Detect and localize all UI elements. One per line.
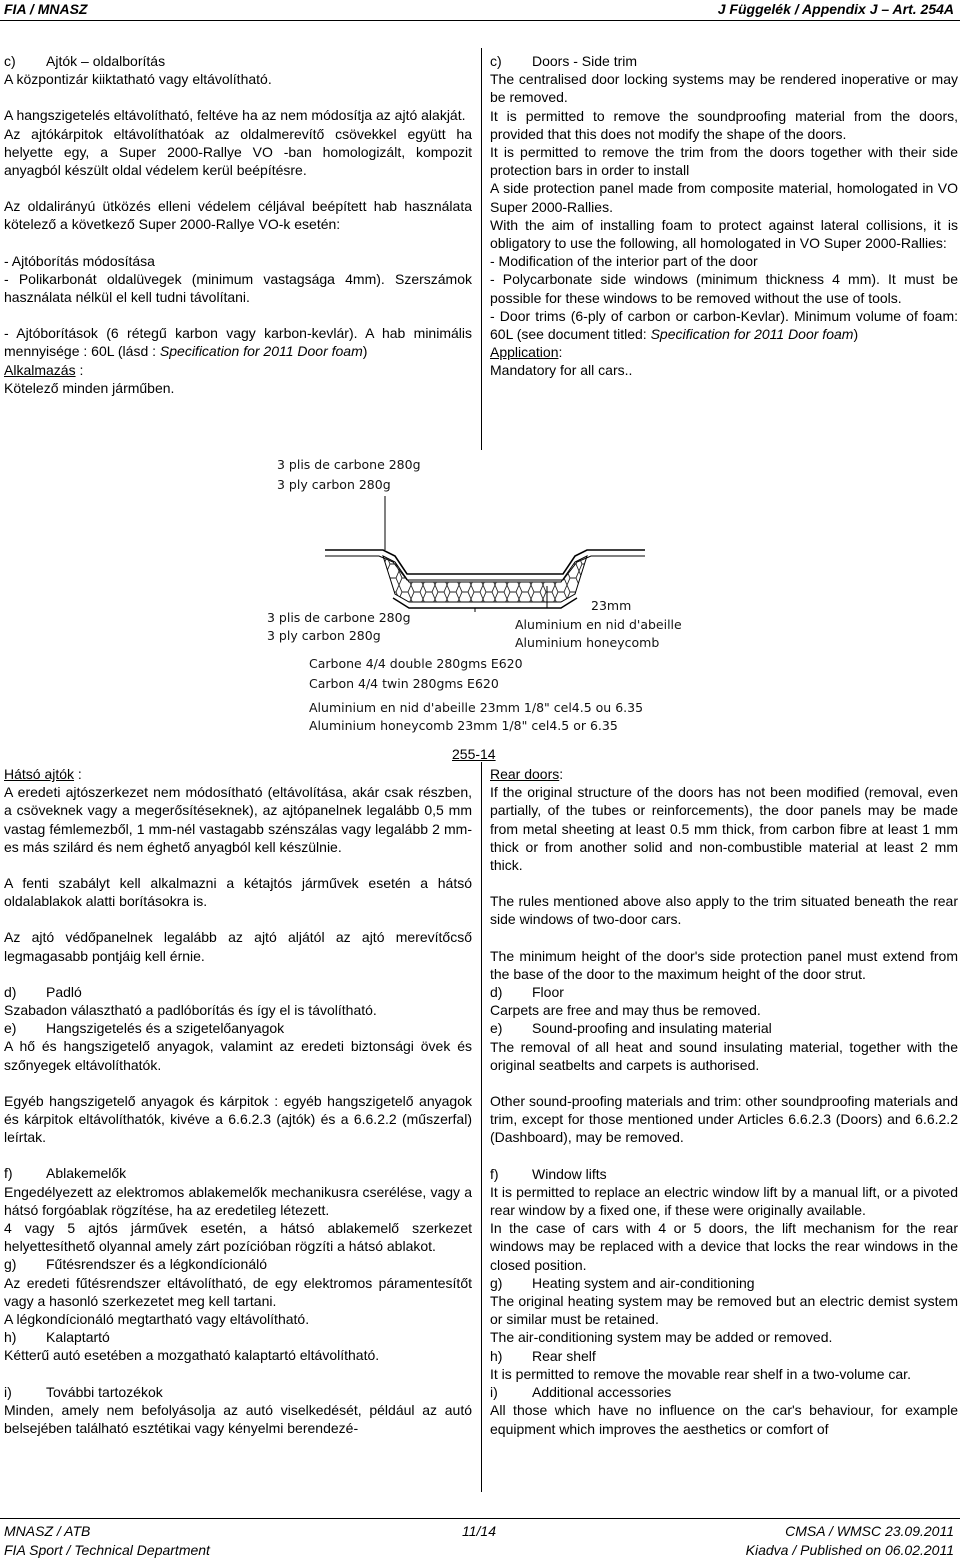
paragraph: - Modification of the interior part of the door (490, 253, 758, 270)
section-heading: g) Heating system and air-conditioning (490, 1274, 755, 1291)
label-carbon-en: Carbon 4/4 twin 280gms E620 (309, 676, 499, 691)
header-right: J Függelék / Appendix J – Art. 254A (717, 1, 954, 17)
rear-doors-heading: Rear doors: (490, 766, 564, 782)
paragraph: Az oldalirányú ütközés elleni védelem céljával beépített hab használata kötelező a következő Super 2000-Rallye VO-k esetén: (4, 198, 472, 233)
outer-skin (325, 550, 645, 574)
page-footer (0, 1518, 960, 1562)
paragraph: Egyéb hangszigetelő anyagok és kárpitok : egyéb hangszigetelő anyagok és kárpitok eltávolíthatók, kivéve a 6.6.2.3 (ajtók) és a 6.6.2.2 (műszerfal) leírtak. (4, 1092, 472, 1146)
label-top-fr: 3 plis de carbone 280g (277, 457, 421, 472)
footer-right-2: Kiadva / Published on 06.02.2011 (745, 1542, 954, 1558)
application-line: Application: (490, 344, 563, 361)
door-trim-cross-section-diagram (255, 452, 715, 742)
label-alu-fr: Aluminium en nid d'abeille (515, 617, 682, 632)
footer-left-2: FIA Sport / Technical Department (4, 1542, 210, 1558)
english-column-bottom (490, 765, 958, 1438)
hungarian-column-bottom (4, 765, 472, 1437)
footer-right-1: CMSA / WMSC 23.09.2011 (785, 1523, 954, 1539)
paragraph: Minden, amely nem befolyásolja az autó viselkedését, például az autó belsejében található esztétikai vagy kényelmi berendezé- (4, 1401, 472, 1437)
paragraph: The minimum height of the door's side protection panel must extend from the base of the door to the maximum height of the door strut. (490, 947, 958, 982)
section-heading: d) Padló (4, 983, 82, 1000)
paragraph: - Ajtóborítás módosítása (4, 252, 155, 269)
outer-skin-inner (325, 556, 645, 580)
paragraph: Engedélyezett az elektromos ablakemelők mechanikusra cserélése, vagy a hátsó forgóablak rögzítése, ha az eredetileg létezett. (4, 1183, 472, 1218)
paragraph: Kötelező minden járműben. (4, 379, 175, 396)
section-heading: g) Fűtésrendszer és a légkondícionáló (4, 1256, 268, 1273)
paragraph: A fenti szabályt kell alkalmazni a kétajtós járművek esetén a hátsó oldalablakok alatti borításokra is. (4, 875, 472, 910)
paragraph: With the aim of installing foam to protect against lateral collisions, it is obligatory to use the following, all homologated in VO Super 2000-Rallies: (490, 216, 958, 252)
section-heading: c) Doors - Side trim (490, 53, 638, 69)
paragraph: - Door trims (6-ply of carbon or carbon-Kevlar). Minimum volume of foam: 60L (see document titled: Specification for 2011 Door foam) (490, 307, 958, 343)
rear-doors-heading: Hátsó ajtók : (4, 766, 82, 782)
paragraph: Carpets are free and may thus be removed. (490, 1002, 761, 1019)
label-top-en: 3 ply carbon 280g (277, 477, 391, 492)
paragraph: The centralised door locking systems may be rendered inoperative or may be removed. (490, 71, 958, 106)
paragraph: It is permitted to replace an electric window lift by a manual lift, or a pivoted rear window by a fixed one, if these were originally available. (490, 1183, 958, 1219)
column-divider (481, 48, 482, 450)
label-dimension: 23mm (591, 598, 632, 613)
label-honeycomb-en: Aluminium honeycomb 23mm 1/8" cel4.5 or 6.35 (309, 718, 618, 733)
section-heading: f) Window lifts (490, 1165, 607, 1182)
section-heading: h) Kalaptartó (4, 1329, 110, 1346)
paragraph: The air-conditioning system may be added or removed. (490, 1329, 833, 1346)
paragraph: A eredeti ajtószerkezet nem módosítható (eltávolítása, akár csak részben, a csöveknek vagy a megerősítéseknek), az ajtópanelnek legalább 0,5 mm vastag fémlemezből, 1 mm-nél vastagabb szénszálas vagy legalább 2 mm-es más szilárd és nem éghető anyagból kell készülnie. (4, 784, 472, 855)
paragraph: Szabadon választható a padlóborítás és így el is távolítható. (4, 1002, 377, 1019)
paragraph: The removal of all heat and sound insulating material, together with the original seatbelts and carpets is authorised. (490, 1038, 958, 1073)
label-carbon-fr: Carbone 4/4 double 280gms E620 (309, 656, 523, 671)
paragraph: Mandatory for all cars.. (490, 362, 633, 379)
paragraph: It is permitted to remove the soundproofing material from the doors, provided that this does not modify the shape of the doors. (490, 107, 958, 142)
section-heading: e) Hangszigetelés és a szigetelőanyagok (4, 1020, 285, 1037)
header-left: FIA / MNASZ (4, 1, 88, 17)
paragraph: A hangszigetelés eltávolítható, feltéve ha az nem módosítja az ajtó alakját. (4, 107, 466, 124)
paragraph: In the case of cars with 4 or 5 doors, the lift mechanism for the rear windows may be replaced with a device that locks the rear windows in the closed position. (490, 1220, 958, 1273)
paragraph: Az ajtókárpitok eltávolíthatóak az oldalmerevítő csövekkel együtt ha helyette egy, a Super 2000-Rallye VO -ban homologizált, kompozit anyagból készült oldal védelem kerül beépítésre. (4, 125, 472, 179)
paragraph: Other sound-proofing materials and trim: other soundproofing materials and trim, except for those mentioned under Articles 6.6.2.3 (Doors) and 6.6.2.2 (Dashboard), may be removed. (490, 1093, 958, 1146)
label-alu-en: Aluminium honeycomb (515, 635, 660, 650)
section-heading: i) Additional accessories (490, 1384, 672, 1401)
paragraph: - Polycarbonate side windows (minimum thickness 4 mm). It must be possible for these windows to be removed without the use of tools. (490, 271, 958, 306)
section-heading: h) Rear shelf (490, 1347, 596, 1364)
section-heading: i) További tartozékok (4, 1383, 163, 1400)
paragraph: Az ajtó védőpanelnek legalább az ajtó aljától az ajtó merevítőcső legmagasabb pontjáig kell érnie. (4, 929, 472, 964)
section-heading: f) Ablakemelők (4, 1165, 127, 1182)
paragraph: A hő és hangszigetelő anyagok, valamint az eredeti biztonsági övek és szőnyegek eltávolíthatók. (4, 1038, 472, 1073)
footer-left-1: MNASZ / ATB (4, 1523, 91, 1539)
application-line: Alkalmazás : (4, 361, 84, 378)
paragraph: A központizár kiiktatható vagy eltávolítható. (4, 71, 272, 88)
section-heading: d) Floor (490, 984, 564, 1001)
paragraph: Az eredeti fűtésrendszer eltávolítható, de egy elektromos páramentesítőt vagy a hasonló szerkezetet meg kell tartani. (4, 1274, 472, 1309)
paragraph: It is permitted to remove the trim from the doors together with their side protection bars in order to install (490, 144, 958, 179)
paragraph: - Ajtóborítások (6 rétegű karbon vagy karbon-kevlár). A hab minimális mennyisége : 60L (lásd : Specification for 2011 Door foam) (4, 325, 472, 360)
section-heading: c) Ajtók – oldalborítás (4, 53, 166, 69)
paragraph: If the original structure of the doors has not been modified (removal, even partially, of the tubes or reinforcements), the door panels may be made from metal sheeting at least 0.5 mm thick, from carbon fibre at least 1 mm thick or from another solid and non-combustible material at least 2 mm thick. (490, 784, 958, 874)
honeycomb-core (383, 556, 587, 602)
paragraph: It is permitted to remove the movable rear shelf in a two-volume car. (490, 1365, 911, 1382)
english-column-top (490, 52, 958, 380)
label-honeycomb-fr: Aluminium en nid d'abeille 23mm 1/8" cel4.5 ou 6.35 (309, 700, 644, 715)
drawing-number: 255-14 (452, 746, 496, 762)
paragraph: A légkondícionáló megtartható vagy eltávolítható. (4, 1311, 310, 1328)
paragraph: The rules mentioned above also apply to the trim situated beneath the rear side windows of two-door cars. (490, 893, 958, 928)
label-mid-fr: 3 plis de carbone 280g (267, 610, 411, 625)
section-heading: e) Sound-proofing and insulating material (490, 1020, 772, 1037)
paragraph: Kétterű autó esetében a mozgatható kalaptartó eltávolítható. (4, 1347, 380, 1364)
column-divider (481, 762, 482, 1492)
label-mid-en: 3 ply carbon 280g (267, 628, 381, 643)
paragraph: A side protection panel made from composite material, homologated in VO Super 2000-Rallies. (490, 180, 958, 215)
hungarian-column-top (4, 52, 472, 397)
page-number: 11/14 (462, 1523, 496, 1539)
paragraph: All those which have no influence on the car's behaviour, for example equipment which improves the aesthetics or comfort of (490, 1402, 958, 1437)
page-header (0, 0, 960, 21)
paragraph: 4 vagy 5 ajtós járművek esetén, a hátsó ablakemelő szerkezet helyettesíthető olyannal amely zárt pozícióban rögzíti a hátsó ablakot. (4, 1220, 472, 1255)
paragraph: - Polikarbonát oldalüvegek (minimum vastagsága 4mm). Szerszámok használata nélkül el kell tudni távolítani. (4, 270, 472, 306)
paragraph: The original heating system may be removed but an electric demist system or similar must be retained. (490, 1293, 958, 1328)
